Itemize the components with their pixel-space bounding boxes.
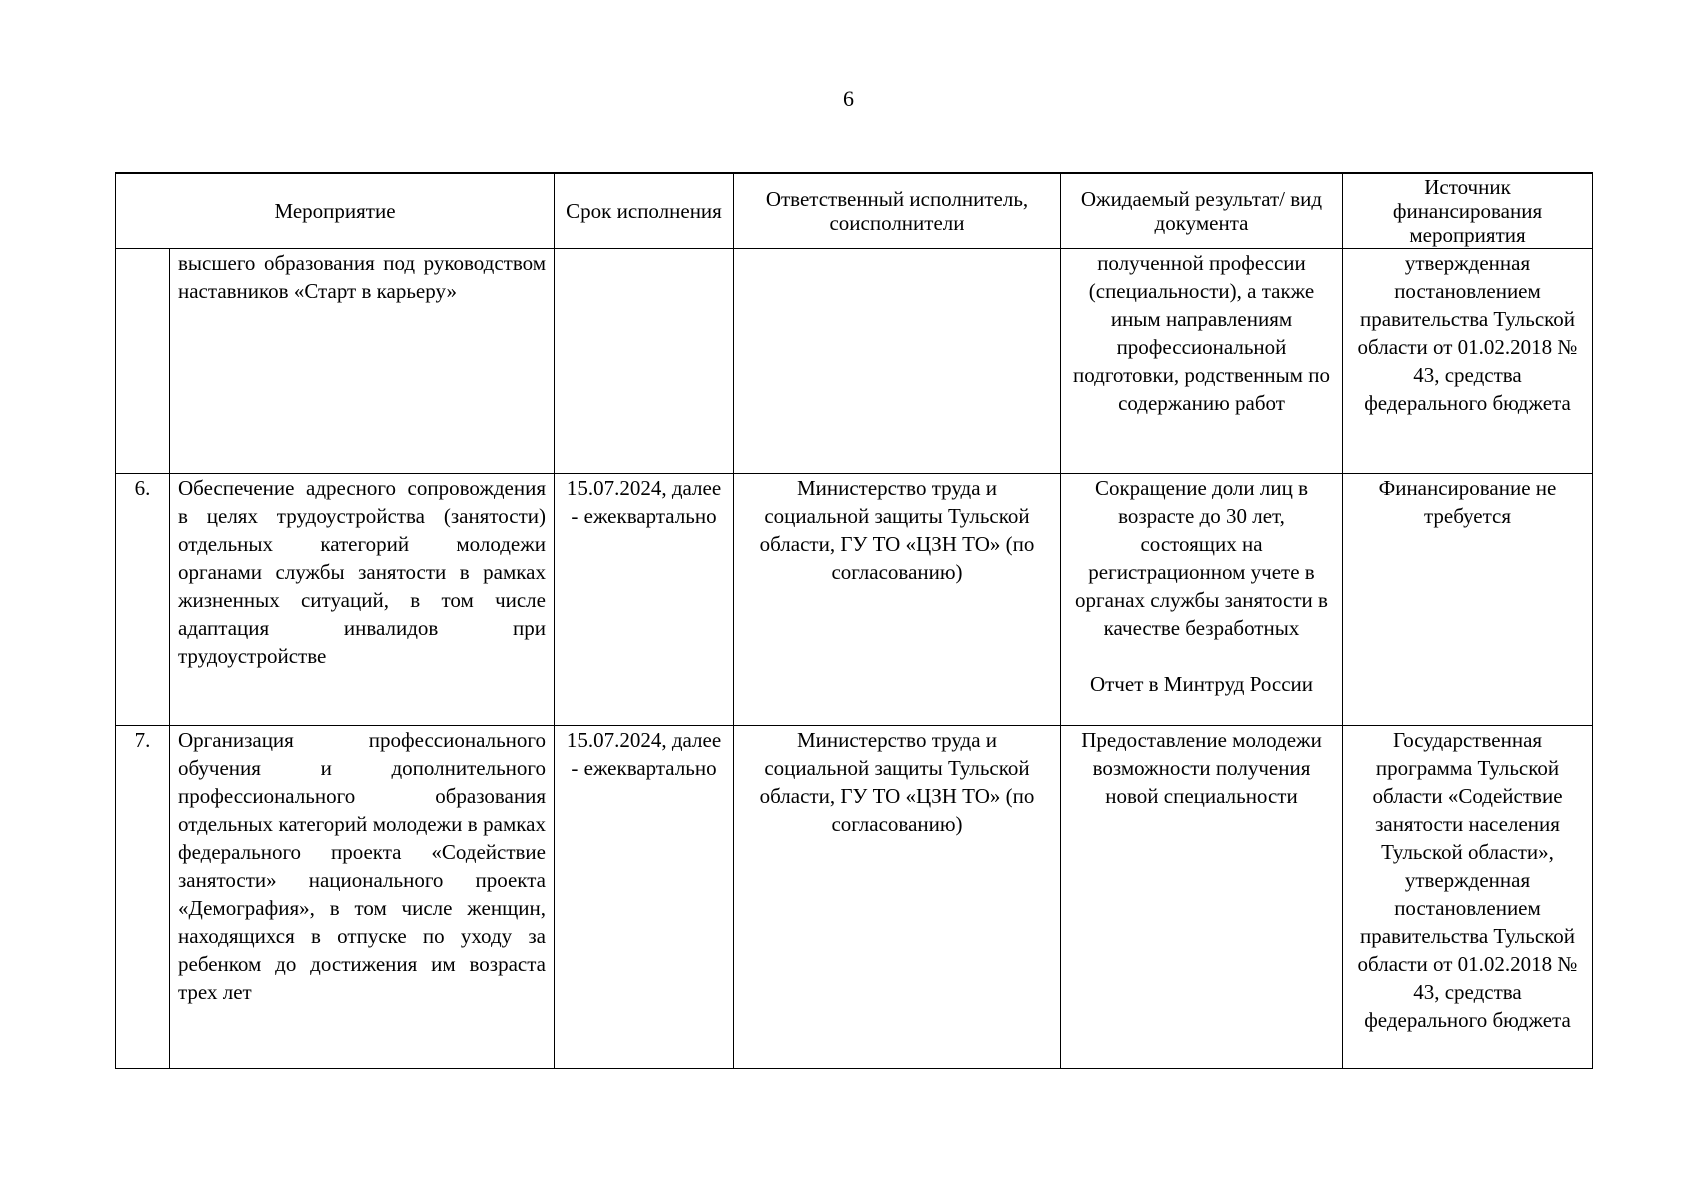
action-plan-table bbox=[115, 172, 1593, 1069]
header-deadline: Срок исполнения bbox=[555, 173, 734, 249]
result-text: полученной профессии (специальности), а также иным направлениям профессиональной подготовки, родственным по содержанию работ bbox=[1073, 251, 1330, 415]
event-cell: высшего образования под руководством наставников «Старт в карьеру» bbox=[170, 249, 555, 474]
responsible-cell bbox=[734, 249, 1061, 474]
table-row bbox=[116, 726, 1593, 1069]
responsible-cell: Министерство труда и социальной защиты Тульской области, ГУ ТО «ЦЗН ТО» (по согласованию) bbox=[734, 474, 1061, 726]
funding-cell: Финансирование не требуется bbox=[1343, 474, 1593, 726]
table-row bbox=[116, 474, 1593, 726]
deadline-cell: 15.07.2024, далее - ежеквартально bbox=[555, 474, 734, 726]
header-funding: Источник финансирования мероприятия bbox=[1343, 173, 1593, 249]
result-spacer bbox=[1069, 642, 1334, 670]
row-number: 7. bbox=[116, 726, 170, 1069]
result-document: Отчет в Минтруд России bbox=[1089, 672, 1314, 696]
result-text: Предоставление молодежи возможности получения новой специальности bbox=[1081, 728, 1322, 808]
result-cell bbox=[1061, 474, 1343, 726]
header-event: Мероприятие bbox=[116, 173, 555, 249]
responsible-cell: Министерство труда и социальной защиты Тульской области, ГУ ТО «ЦЗН ТО» (по согласованию) bbox=[734, 726, 1061, 1069]
deadline-cell: 15.07.2024, далее - ежеквартально bbox=[555, 726, 734, 1069]
header-responsible: Ответственный исполнитель, соисполнители bbox=[734, 173, 1061, 249]
row-number: 6. bbox=[116, 474, 170, 726]
result-cell bbox=[1061, 726, 1343, 1069]
result-text: Сокращение доли лиц в возрасте до 30 лет, состоящих на регистрационном учете в органах службы занятости в качестве безработных bbox=[1075, 476, 1328, 640]
funding-cell: утвержденная постановлением правительства Тульской области от 01.02.2018 № 43, средства федерального бюджета bbox=[1343, 249, 1593, 474]
event-cell: Обеспечение адресного сопровождения в целях трудоустройства (занятости) отдельных категорий молодежи органами службы занятости в рамках жизненных ситуаций, в том числе адаптация инвалидов при трудоустройстве bbox=[170, 474, 555, 726]
deadline-cell bbox=[555, 249, 734, 474]
row-number bbox=[116, 249, 170, 474]
event-cell: Организация профессионального обучения и дополнительного профессионального образования отдельных категорий молодежи в рамках федерального проекта «Содействие занятости» национального проекта «Демография», в том числе женщин, находящихся в отпуске по уходу за ребенком до достижения им возраста трех лет bbox=[170, 726, 555, 1069]
table-row bbox=[116, 249, 1593, 474]
table-header-row bbox=[116, 173, 1593, 249]
page-number: 6 bbox=[843, 86, 854, 111]
header-result: Ожидаемый результат/ вид документа bbox=[1061, 173, 1343, 249]
result-cell bbox=[1061, 249, 1343, 474]
funding-cell: Государственная программа Тульской области «Содействие занятости населения Тульской области», утвержденная постановлением правительства Тульской области от 01.02.2018 № 43, средства федерального бюджета bbox=[1343, 726, 1593, 1069]
